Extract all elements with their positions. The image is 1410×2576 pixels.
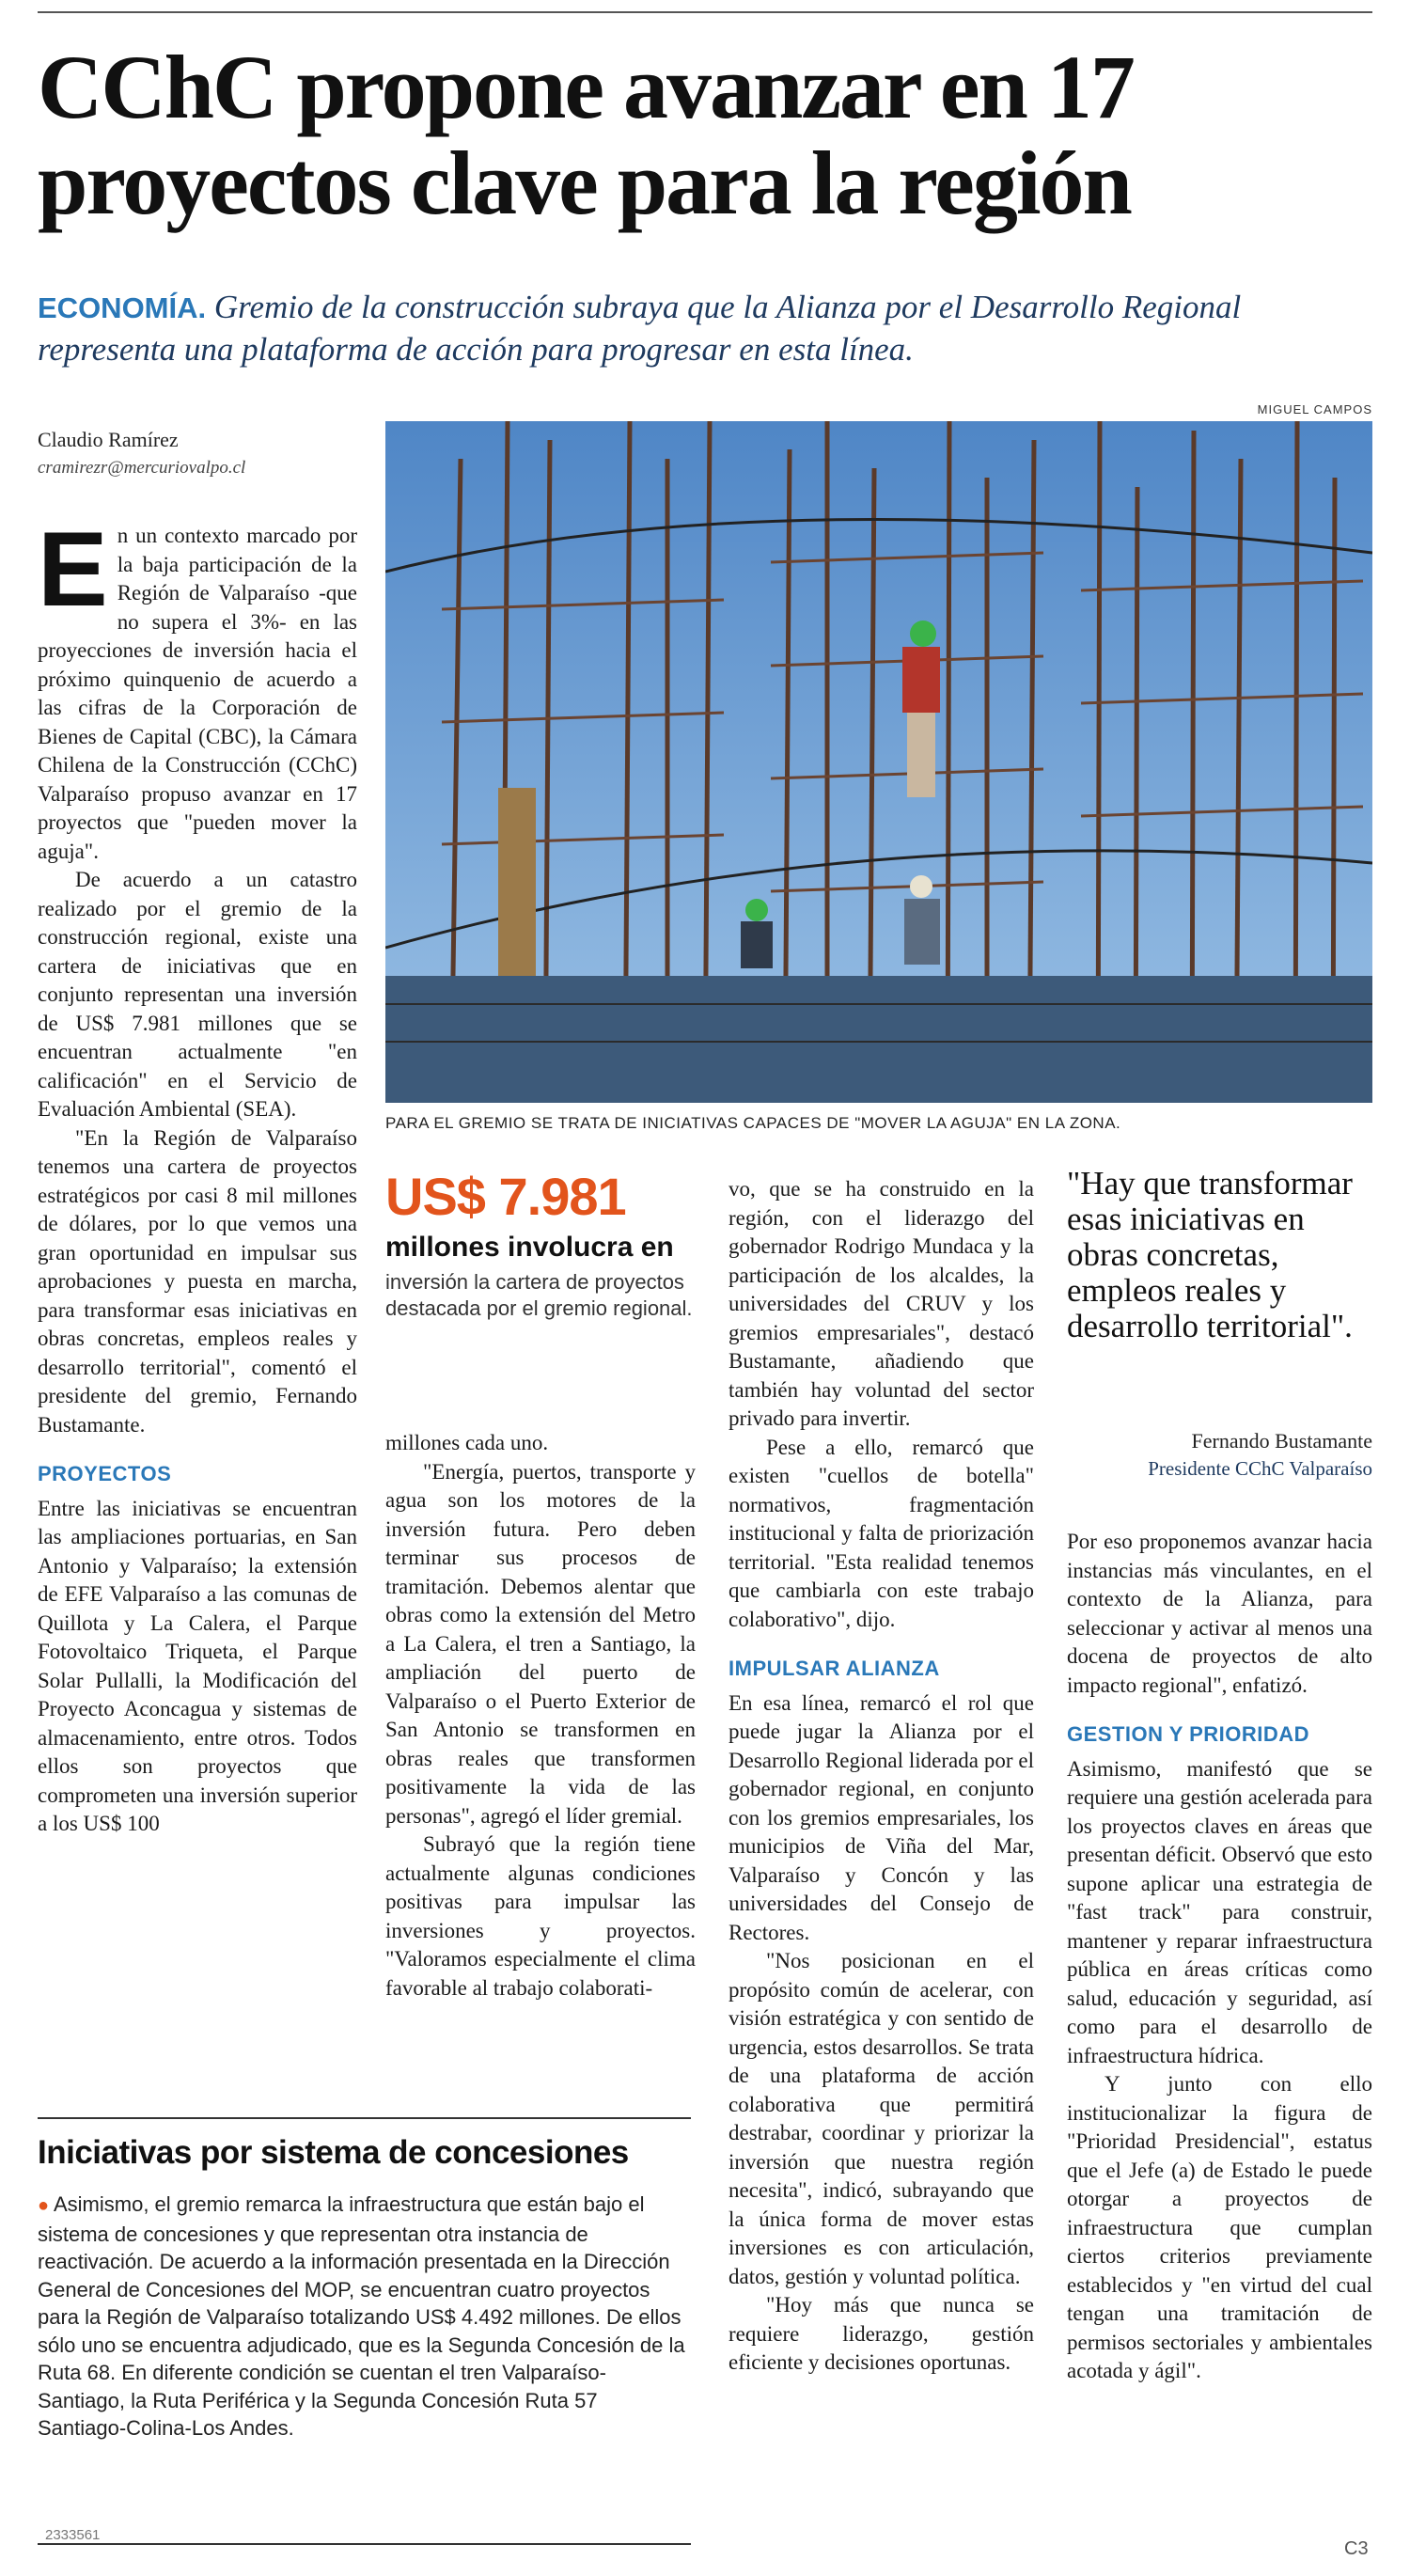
author-email[interactable]: cramirezr@mercuriovalpo.cl	[38, 458, 246, 478]
stat-description: inversión la cartera de proyectos destacada por el gremio regional.	[385, 1270, 693, 1320]
paragraph: En esa línea, remarcó el rol que puede jugar la Alianza por el Desarrollo Regional liderada por el gobernador regional, en conjunto con los gremios empresariales, los municipios de Viña del Mar, Valparaíso y Concón y las universidades del Consejo de Rectores.	[728, 1690, 1034, 1944]
paragraph: Asimismo, manifestó que se requiere una gestión acelerada para los proyectos claves en áreas que presentan déficit. Observó que esto supone aplicar una estrategia de "fast track" para construir, mantener y reparar infraestructura pública en áreas críticas como salud, educación y seguridad, así como para el desarrollo de infraestructura hídrica.	[1067, 1756, 1372, 2067]
article-column-3	[728, 1175, 1034, 2378]
paragraph: De acuerdo a un catastro realizado por el gremio de la construcción regional, existe una cartera de iniciativas que en conjunto representan una inversión de US$ 7.981 millones que se encuentran actualmente "en calificación" en el Servicio de Evaluación Ambiental (SEA).	[38, 868, 357, 1121]
deck-kicker: ECONOMÍA.	[38, 291, 207, 324]
quote-author: Fernando Bustamante	[1191, 1429, 1372, 1453]
construction-photo	[385, 421, 1372, 1103]
sidebar-text: Asimismo, el gremio remarca la infraestructura que están bajo el sistema de concesiones y que representan otra instancia de reactivación. De acuerdo a la información presentada en la Dirección General de Concesiones del MOP, se encuentran cuatro proyectos para la Región de Valparaíso totalizando US$ 4.492 millones. De ellos sólo uno se encuentra adjudicado, que es la Segunda Concesión de la Ruta 68. En diferente condición se cuentan el tren Valparaíso-Santiago, la Ruta Periférica y la Segunda Concesión Ruta 57 Santiago-Colina-Los Andes.	[38, 2192, 685, 2440]
sidebar-title: Iniciativas por sistema de concesiones	[38, 2134, 629, 2171]
subhead-gestion-prioridad: GESTION Y PRIORIDAD	[1067, 1722, 1310, 1746]
paragraph: Subrayó que la región tiene actualmente algunas condiciones positivas para impulsar las inversiones y proyectos. "Valoramos especialmente el clima favorable al trabajo colaborati-	[385, 1832, 696, 2000]
article-column-4	[1067, 1528, 1372, 2386]
sidebar-bottom-rule	[38, 2543, 691, 2545]
bullet-icon: ●	[38, 2195, 50, 2216]
article-column-1	[38, 510, 357, 1839]
subhead-proyectos: PROYECTOS	[38, 1462, 172, 1485]
drop-cap: E	[38, 510, 108, 628]
paragraph: "Hoy más que nunca se requiere liderazgo, gestión eficiente y decisiones oportunas.	[728, 2293, 1034, 2374]
author-name: Claudio Ramírez	[38, 428, 179, 451]
photo-caption: PARA EL GREMIO SE TRATA DE INICIATIVAS CAPACES DE "MOVER LA AGUJA" EN LA ZONA.	[385, 1114, 1121, 1132]
headline: CChC propone avanzar en 17 proyectos clave para la región	[38, 37, 1134, 233]
deck-text: Gremio de la construcción subraya que la Alianza por el Desarrollo Regional representa una plataforma de acción para progresar en esta línea.	[38, 289, 1242, 368]
sidebar-body	[38, 2191, 691, 2442]
end-mark: C3	[1344, 2538, 1369, 2559]
article-column-2	[385, 1429, 696, 2003]
pull-quote: "Hay que transformar esas iniciativas en obras concretas, empleos reales y desarrollo territorial".	[1067, 1165, 1353, 1344]
paragraph: vo, que se ha construido en la región, con el liderazgo del gobernador Rodrigo Mundaca y la participación de los alcaldes, la universidades del CRUV y los gremios empresariales", destacó Bustamante, añadiendo que también hay voluntad del sector privado para invertir.	[728, 1177, 1034, 1430]
construction-photo-illustration	[385, 421, 1372, 1103]
paragraph: "En la Región de Valparaíso tenemos una cartera de proyectos estratégicos por casi 8 mil millones de dólares, por lo que vemos una gran oportunidad en impulsar sus aprobaciones y puesta en marcha, para transformar esas iniciativas en obras concretas, empleos reales y desarrollo territorial", comentó el presidente del gremio, Fernando Bustamante.	[38, 1125, 357, 1437]
top-rule	[38, 11, 1372, 13]
stat-number: US$ 7.981	[385, 1167, 626, 1226]
deck	[38, 287, 1372, 370]
lead-paragraph: En un contexto marcado por la baja participación de la Región de Valparaíso -que no supera el 3%- en las proyecciones de inversión hacia el próximo quinquenio de acuerdo a las cifras de la Corporación de Bienes de Capital (CBC), la Cámara Chilena de la Construcción (CChC) Valparaíso propuso avanzar en 17 proyectos que "pueden mover la aguja".	[38, 510, 357, 863]
paragraph: "Energía, puertos, transporte y agua son los motores de la inversión futura. Pero deben terminar sus procesos de tramitación. Debemos alentar que obras como la extensión del Metro a La Calera, el tren a Santiago, la ampliación del puerto de Valparaíso o el Puerto Exterior de San Antonio se transformen en obras reales que transformen positivamente la vida de las personas", agregó el líder gremial.	[385, 1459, 696, 1828]
subhead-impulsar-alianza: IMPULSAR ALIANZA	[728, 1657, 940, 1680]
page-code: 2333561	[45, 2527, 101, 2543]
photo-credit: MIGUEL CAMPOS	[1257, 402, 1372, 416]
sidebar-top-rule	[38, 2117, 691, 2119]
paragraph: "Nos posicionan en el propósito común de acelerar, con visión estratégica y con sentido de urgencia, estos desarrollos. Se trata de una plataforma de acción colaborativa que permitirá destrabar, coordinar y priorizar la inversión que nuestra región necesita", indicó, subrayando que la única forma de mover estas inversiones es con articulación, datos, gestión y voluntad política.	[728, 1949, 1034, 2288]
paragraph: Pese a ello, remarcó que existen "cuellos de botella" normativos, fragmentación institucional y falta de priorización territorial. "Esta realidad tenemos que cambiarla con este trabajo colaborativo", dijo.	[728, 1435, 1034, 1631]
paragraph: millones cada uno.	[385, 1431, 549, 1454]
paragraph: Por eso proponemos avanzar hacia instancias más vinculantes, en el contexto de la Alianza, para seleccionar y activar al menos una docena de proyectos de alto impacto regional", enfatizó.	[1067, 1530, 1372, 1697]
quote-role: Presidente CChC Valparaíso	[1148, 1457, 1372, 1480]
stat-label: millones involucra en	[385, 1232, 674, 1263]
paragraph: Entre las iniciativas se encuentran las ampliaciones portuarias, en San Antonio y Valparaíso; la extensión de EFE Valparaíso a las comunas de Quillota y La Calera, el Parque Fotovoltaico Triqueta, el Parque Solar Pullalli, la Modificación del Proyecto Aconcagua y sistemas de almacenamiento, entre otros. Todos ellos son proyectos que comprometen una inversión superior a los US$ 100	[38, 1496, 357, 1835]
paragraph: Y junto con ello institucionalizar la figura de "Prioridad Presidencial", estatus que el Jefe (a) de Estado le puede otorgar a proyectos de infraestructura que cumplan ciertos criterios previamente establecidos y "en virtud del cual tengan una tramitación de permisos sectoriales y ambientales acotada y ágil".	[1067, 2072, 1372, 2382]
